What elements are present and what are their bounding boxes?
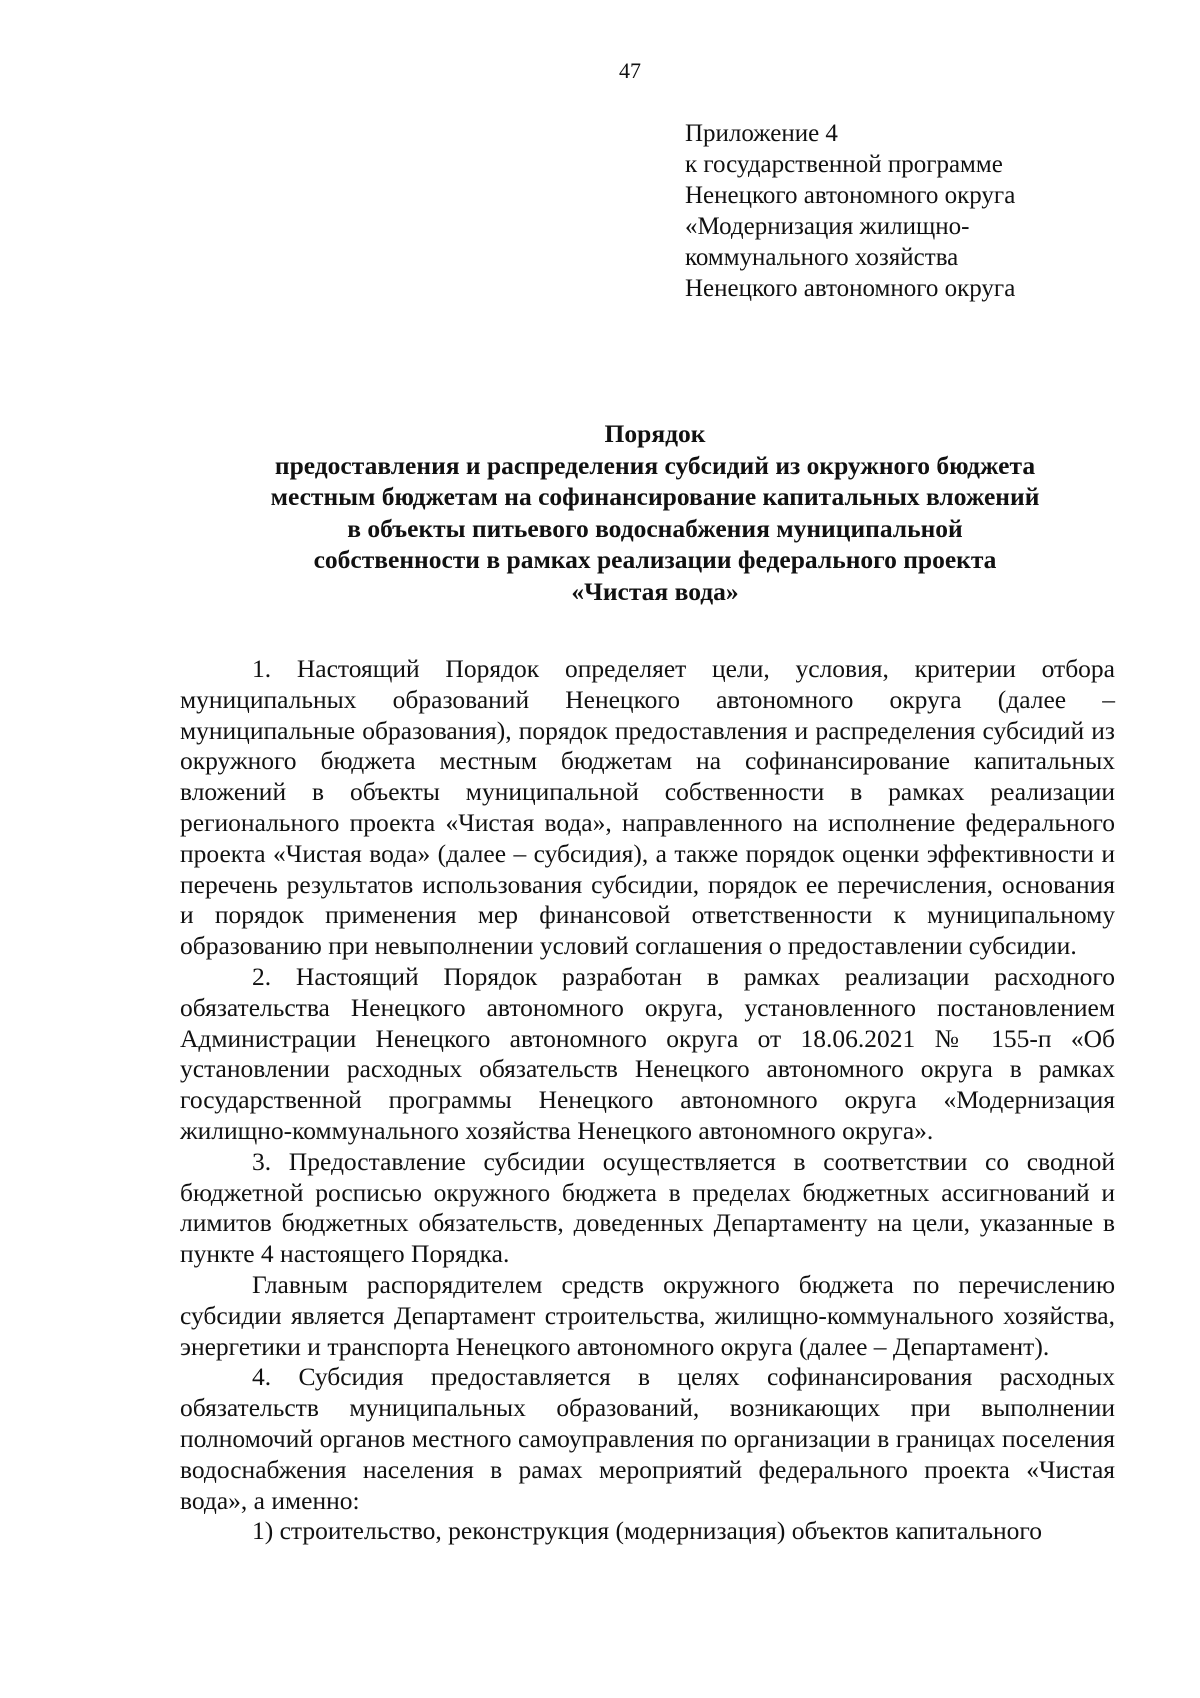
- title-line: в объекты питьевого водоснабжения муниципальной: [347, 513, 963, 543]
- document-body: [180, 654, 1115, 1547]
- paragraph-2: 2. Настоящий Порядок разработан в рамках реализации расходного обязательства Ненецкого автономного округа, установленного постановлением Администрации Ненецкого автономного округа от 18.06.2021 № 155-п «Об установлении расходных обязательств Ненецкого автономного округа в рамках государственной программы Ненецкого автономного округа «Модернизация жилищно-коммунального хозяйства Ненецкого автономного округа».: [180, 961, 1115, 1145]
- appendix-line: «Модернизация жилищно-: [685, 213, 970, 240]
- title-line: «Чистая вода»: [571, 576, 739, 606]
- appendix-line: Ненецкого автономного округа: [685, 275, 1016, 302]
- appendix-line: коммунального хозяйства: [685, 244, 959, 271]
- paragraph-4: 4. Субсидия предоставляется в целях софинансирования расходных обязательств муниципальных образований, возникающих при выполнении полномочий органов местного самоуправления по организации в границах поселения водоснабжения населения в рамах мероприятий федерального проекта «Чистая вода», а именно:: [180, 1362, 1115, 1515]
- appendix-line: Ненецкого автономного округа: [685, 182, 1016, 209]
- appendix-line: Приложение 4: [685, 120, 838, 147]
- appendix-line: к государственной программе: [685, 151, 1003, 178]
- page-number: 47: [619, 58, 641, 83]
- appendix-header: [685, 118, 1015, 304]
- paragraph-3: 3. Предоставление субсидии осуществляется в соответствии со сводной бюджетной росписью окружного бюджета в пределах бюджетных ассигнований и лимитов бюджетных обязательств, доведенных Департаменту на цели, указанные в пункте 4 настоящего Порядка.: [180, 1146, 1115, 1269]
- paragraph-4-item-1: 1) строительство, реконструкция (модернизация) объектов капитального: [252, 1516, 1042, 1546]
- title-line: собственности в рамках реализации федерального проекта: [313, 545, 997, 574]
- paragraph-1: 1. Настоящий Порядок определяет цели, условия, критерии отбора муниципальных образований Ненецкого автономного округа (далее – муниципальные образования), порядок предоставления и распределения субсидий из окружного бюджета местным бюджетам на софинансирование капитальных вложений в объекты муниципальной собственности в рамках реализации регионального проекта «Чистая вода», направленного на исполнение федерального проекта «Чистая вода» (далее – субсидия), а также порядок оценки эффективности и перечень результатов использования субсидии, порядок ее перечисления, основания и порядок применения мер финансовой ответственности к муниципальному образованию при невыполнении условий соглашения о предоставлении субсидии.: [180, 654, 1115, 961]
- title-line: Порядок: [604, 419, 706, 448]
- document-title: [180, 418, 1130, 607]
- paragraph-3-continued: Главным распорядителем средств окружного бюджета по перечислению субсидии является Департамент строительства, жилищно-коммунального хозяйства, энергетики и транспорта Ненецкого автономного округа (далее – Департамент).: [180, 1269, 1115, 1361]
- title-line: предоставления и распределения субсидий из окружного бюджета: [274, 450, 1036, 480]
- title-line: местным бюджетам на софинансирование капитальных вложений: [270, 482, 1040, 511]
